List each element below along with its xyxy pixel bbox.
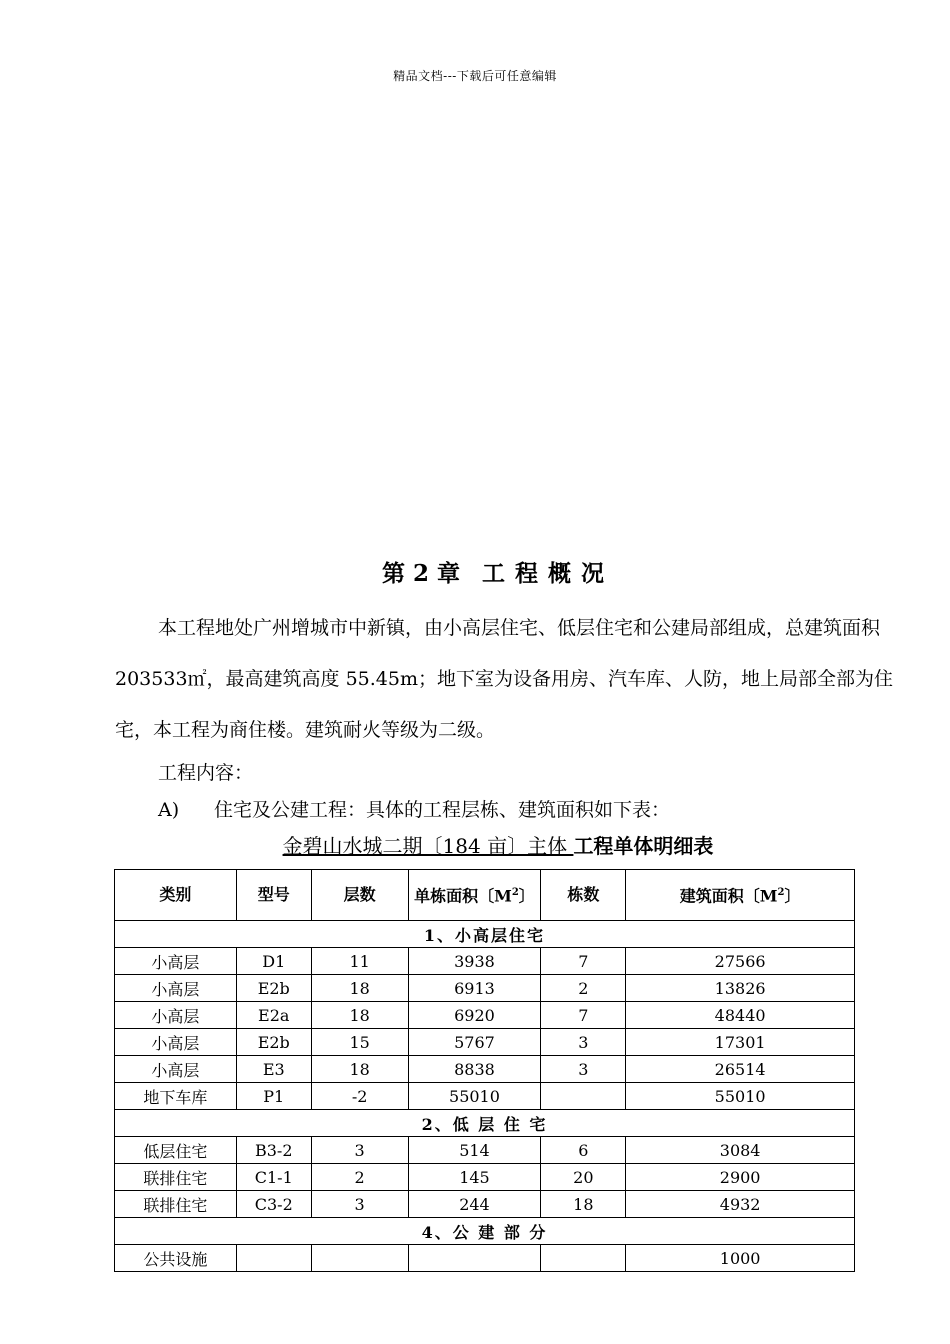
table-cell: 3084: [626, 1137, 855, 1164]
table-cell: 55010: [626, 1083, 855, 1110]
table-cell: 低层住宅: [115, 1137, 237, 1164]
table-cell: 13826: [626, 975, 855, 1002]
table-cell: 18: [311, 1002, 408, 1029]
table-cell: 18: [541, 1191, 626, 1218]
table-cell: 27566: [626, 948, 855, 975]
section-row: [115, 1218, 855, 1245]
section-row: [115, 1110, 855, 1137]
header-unit-area-sup: 2: [511, 887, 519, 899]
item-a: [158, 795, 938, 825]
overview-text: 本工程地处广州增城市中新镇，由小高层住宅、低层住宅和公建局部组成，总建筑面积 203533㎡，最高建筑高度 55.45m；地下室为设备用房、汽车库、人防，地上局部全部为住宅，本工程为商住楼。建筑耐火等级为二级。: [115, 617, 893, 741]
table-row: [115, 1056, 855, 1083]
table-cell: 3: [541, 1056, 626, 1083]
table-cell: 15: [311, 1029, 408, 1056]
table-cell: 3: [311, 1137, 408, 1164]
header-unit-area-end: 〕: [518, 886, 535, 906]
table-cell: 4932: [626, 1191, 855, 1218]
table-cell: 2: [541, 975, 626, 1002]
header-total-area-sup: 2: [777, 887, 785, 899]
header-unit-area-label: 单栋面积〔M: [414, 886, 512, 906]
table-cell: [408, 1245, 541, 1272]
table-cell: 小高层: [115, 1056, 237, 1083]
table-row: [115, 1029, 855, 1056]
table-cell: E2a: [236, 1002, 311, 1029]
table-cell: 联排住宅: [115, 1164, 237, 1191]
table-cell: C3-2: [236, 1191, 311, 1218]
table-cell: 5767: [408, 1029, 541, 1056]
table-cell: 17301: [626, 1029, 855, 1056]
table-cell: 18: [311, 975, 408, 1002]
table-row: [115, 975, 855, 1002]
table-cell: 2: [311, 1164, 408, 1191]
table-row: [115, 1164, 855, 1191]
item-a-text: 住宅及公建工程：具体的工程层栋、建筑面积如下表：: [214, 799, 671, 821]
header-floors: 层数: [311, 870, 408, 921]
table-cell: 3: [541, 1029, 626, 1056]
table-cell: 18: [311, 1056, 408, 1083]
table-cell: [311, 1245, 408, 1272]
table-cell: 55010: [408, 1083, 541, 1110]
table-cell: 7: [541, 948, 626, 975]
table-caption: [0, 830, 950, 859]
table-cell: 2900: [626, 1164, 855, 1191]
table-cell: 6913: [408, 975, 541, 1002]
header-count: 栋数: [541, 870, 626, 921]
table-cell: E3: [236, 1056, 311, 1083]
table-row: [115, 1191, 855, 1218]
table-row: [115, 1245, 855, 1272]
table-cell: 公共设施: [115, 1245, 237, 1272]
table-cell: [541, 1083, 626, 1110]
table-cell: 1000: [626, 1245, 855, 1272]
table-body: [115, 921, 855, 1272]
overview-paragraph: [115, 603, 895, 756]
item-a-marker: A): [158, 799, 180, 821]
table-cell: P1: [236, 1083, 311, 1110]
table-header-row: [115, 870, 855, 921]
section-title: 2、低 层 住 宅: [115, 1110, 855, 1137]
table-cell: 145: [408, 1164, 541, 1191]
table-row: [115, 1083, 855, 1110]
table-cell: 地下车库: [115, 1083, 237, 1110]
chapter-title: 工程概况: [482, 560, 615, 587]
table-cell: 20: [541, 1164, 626, 1191]
table-cell: 3938: [408, 948, 541, 975]
content-label: 工程内容：: [158, 762, 254, 784]
table-cell: E2b: [236, 975, 311, 1002]
header-model: 型号: [236, 870, 311, 921]
table-cell: 小高层: [115, 1002, 237, 1029]
header-unit-area: [408, 870, 541, 921]
building-detail-table: [114, 869, 855, 1272]
table-cell: [541, 1245, 626, 1272]
page-header: 精品文档---下载后可任意编辑: [393, 69, 557, 83]
table-row: [115, 1137, 855, 1164]
header-total-area-end: 〕: [784, 886, 801, 906]
table-cell: 244: [408, 1191, 541, 1218]
table-cell: 3: [311, 1191, 408, 1218]
table-cell: 11: [311, 948, 408, 975]
table-row: [115, 1002, 855, 1029]
header-total-area: [626, 870, 855, 921]
table-cell: 6920: [408, 1002, 541, 1029]
section-title: 4、公 建 部 分: [115, 1218, 855, 1245]
table-cell: 6: [541, 1137, 626, 1164]
table-cell: E2b: [236, 1029, 311, 1056]
table-cell: B3-2: [236, 1137, 311, 1164]
table-cell: 7: [541, 1002, 626, 1029]
chapter-heading: [0, 555, 950, 588]
section-title: 1、小高层住宅: [115, 921, 855, 948]
table-cell: 联排住宅: [115, 1191, 237, 1218]
table-cell: C1-1: [236, 1164, 311, 1191]
table-cell: 8838: [408, 1056, 541, 1083]
table-cell: -2: [311, 1083, 408, 1110]
table-cell: 小高层: [115, 975, 237, 1002]
table-cell: 514: [408, 1137, 541, 1164]
table-caption-title: 工程单体明细表: [573, 834, 714, 858]
header-type: 类别: [115, 870, 237, 921]
table-caption-project: 金碧山水城二期〔184 亩〕主体: [282, 834, 574, 858]
table-cell: D1: [236, 948, 311, 975]
table-cell: 48440: [626, 1002, 855, 1029]
table-row: [115, 948, 855, 975]
table-cell: [236, 1245, 311, 1272]
table-cell: 小高层: [115, 1029, 237, 1056]
table-cell: 小高层: [115, 948, 237, 975]
section-row: [115, 921, 855, 948]
header-total-area-label: 建筑面积〔M: [679, 886, 778, 906]
table-cell: 26514: [626, 1056, 855, 1083]
chapter-number: 第 2 章: [381, 560, 461, 587]
